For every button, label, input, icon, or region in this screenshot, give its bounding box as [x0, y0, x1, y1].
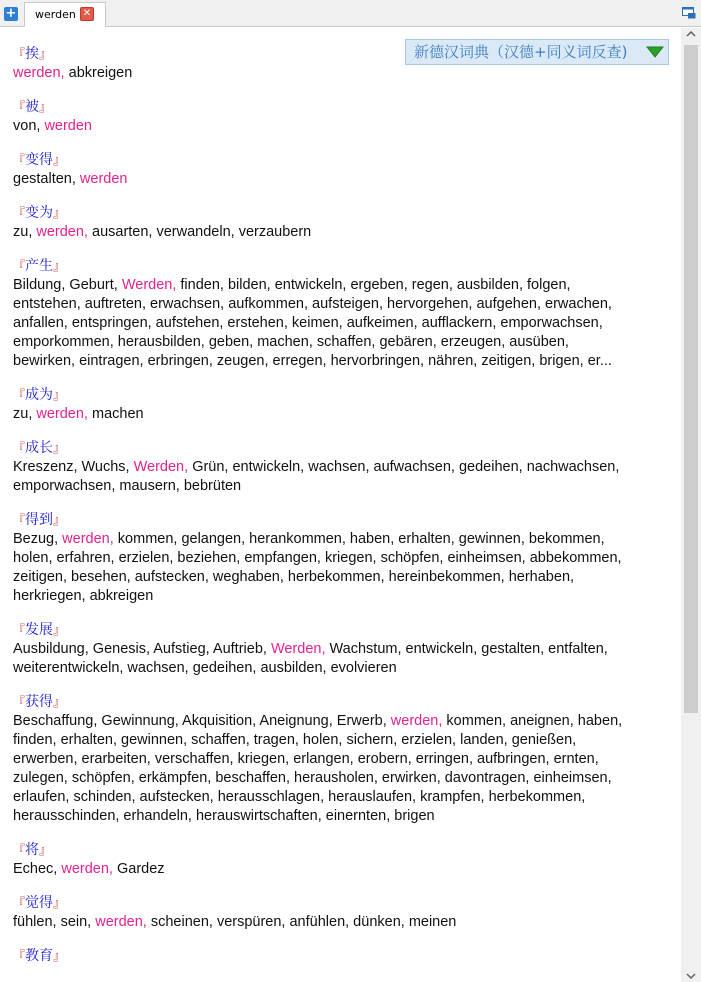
headword-text: 得到: [25, 512, 54, 528]
bracket-close: 』: [53, 513, 66, 527]
entry-synonyms: [13, 712, 673, 826]
window-switch-icon[interactable]: [682, 7, 696, 19]
entry-synonyms: [13, 913, 673, 932]
headword-text: 觉得: [25, 895, 54, 911]
entry-headword[interactable]: [13, 98, 673, 117]
headword-text: 被: [25, 99, 40, 115]
synonym-text: abkreigen: [68, 65, 133, 81]
entry-headword[interactable]: [13, 841, 673, 860]
query-match: werden: [44, 118, 92, 134]
entry-synonyms: [13, 117, 673, 136]
dictionary-entry: [13, 621, 673, 678]
headword-text: 成为: [25, 387, 54, 403]
tab-bar: [0, 0, 701, 27]
headword-text: 成长: [25, 440, 54, 456]
dictionary-entry: [13, 98, 673, 136]
query-match: werden,: [95, 914, 151, 930]
dictionary-entry: [13, 693, 673, 826]
entry-headword[interactable]: [13, 386, 673, 405]
bracket-close: 』: [53, 896, 66, 910]
synonym-text: fühlen, sein,: [13, 914, 96, 930]
query-match: werden,: [390, 713, 447, 729]
synonym-text: Ausbildung, Genesis, Aufstieg, Auftrieb,: [13, 641, 271, 657]
entry-list: [13, 45, 673, 981]
entry-headword[interactable]: [13, 894, 673, 913]
bracket-close: 』: [53, 949, 66, 963]
tab-werden[interactable]: [24, 2, 106, 27]
dictionary-entry: [13, 151, 673, 189]
headword-text: 变为: [25, 205, 54, 221]
entry-synonyms: [13, 223, 673, 242]
entry-synonyms: [13, 530, 673, 606]
bracket-close: 』: [39, 47, 52, 61]
entry-headword[interactable]: [13, 621, 673, 640]
bracket-open: 『: [13, 388, 26, 402]
entry-headword[interactable]: [13, 439, 673, 458]
bracket-close: 』: [53, 441, 66, 455]
headword-text: 变得: [25, 152, 54, 168]
bracket-open: 『: [13, 695, 26, 709]
synonym-text: scheinen, verspüren, anfühlen, dünken, meinen: [150, 914, 457, 930]
synonym-text: zu,: [13, 224, 37, 240]
bracket-open: 『: [13, 441, 26, 455]
bracket-open: 『: [13, 949, 26, 963]
synonym-text: Grün, entwickeln, wachsen, aufwachsen, gedeihen, nachwachsen, emporwachsen, mausern, bebrüten: [13, 459, 620, 494]
entry-headword[interactable]: [13, 151, 673, 170]
entry-headword[interactable]: [13, 511, 673, 530]
bracket-close: 』: [53, 259, 66, 273]
scrollbar-thumb[interactable]: [684, 45, 698, 713]
synonym-text: ausarten, verwandeln, verzaubern: [92, 224, 312, 240]
headword-text: 获得: [25, 694, 54, 710]
query-match: werden,: [62, 531, 118, 547]
bracket-close: 』: [53, 153, 66, 167]
synonym-text: Bildung, Geburt,: [13, 277, 122, 293]
new-tab-button[interactable]: +: [5, 6, 17, 21]
synonym-text: Bezug,: [13, 531, 63, 547]
headword-text: 教育: [25, 948, 54, 964]
headword-text: 将: [25, 842, 40, 858]
synonym-text: Gardez: [116, 861, 165, 877]
synonym-text: Wachstum, entwickeln, gestalten, entfalten, weiterentwickeln, wachsen, gedeihen, ausbilden, evolvieren: [13, 641, 608, 676]
dictionary-entry: [13, 439, 673, 496]
bracket-open: 『: [13, 100, 26, 114]
query-match: werden,: [61, 861, 117, 877]
vertical-scrollbar[interactable]: [681, 28, 701, 982]
entry-headword[interactable]: [13, 45, 673, 64]
query-match: werden: [79, 171, 128, 187]
dictionary-name: 新德汉词典（汉德+同义词反查): [414, 43, 628, 61]
bracket-close: 』: [53, 695, 66, 709]
headword-text: 产生: [25, 258, 54, 274]
tab-label: werden: [35, 8, 76, 21]
bracket-open: 『: [13, 47, 26, 61]
bracket-open: 『: [13, 259, 26, 273]
entry-headword[interactable]: [13, 204, 673, 223]
query-match: werden,: [36, 224, 92, 240]
tab-close-icon[interactable]: ✕: [80, 7, 94, 21]
scroll-down-icon[interactable]: [686, 973, 696, 979]
entry-headword[interactable]: [13, 693, 673, 712]
bracket-close: 』: [39, 100, 52, 114]
query-match: Werden,: [270, 641, 330, 657]
synonym-text: Kreszenz, Wuchs,: [13, 459, 134, 475]
dictionary-entry: [13, 947, 673, 966]
synonym-text: kommen, gelangen, herankommen, haben, erhalten, gewinnen, bekommen, holen, erfahren, erzielen, beziehen, empfangen, kriegen, schöpfen, einheimsen, abbekommen, zeitigen, besehen, aufstecken, weghaben, herbekommen, hereinbekommen, herhaben, herkriegen, abkreigen: [13, 531, 622, 604]
dictionary-entry: [13, 511, 673, 606]
synonym-text: finden, bilden, entwickeln, ergeben, regen, ausbilden, folgen, entstehen, auftreten, erwachsen, aufkommen, aufsteigen, hervorgehen, aufgehen, erwachen, anfallen, entspringen, aufstehen, erstehen, keimen, aufkeimen, aufflackern, emporwachsen, emporkommen, herausbilden, geben, machen, schaffen, gebären, erzeugen, ausüben, bewirken, eintragen, erbringen, zeugen, erregen, hervorbringen, nähren, zeitigen, brigen, er...: [13, 277, 612, 369]
entry-headword[interactable]: [13, 257, 673, 276]
bracket-close: 』: [53, 388, 66, 402]
synonym-text: kommen, aneignen, haben, finden, erhalten, gewinnen, schaffen, tragen, holen, sichern, erzielen, landen, genießen, erwerben, erarbeiten, verschaffen, kriegen, erlangen, erobern, erringen, aufbringen, ernten, zulegen, schöpfen, erkämpfen, beschaffen, herausholen, erwirken, davontragen, einheimsen, erlaufen, schinden, aufstecken, herausschlagen, herauslaufen, krampfen, herbekommen, herausschinden, erhandeln, herauswirtschaften, einernten, brigen: [13, 713, 623, 824]
bracket-open: 『: [13, 206, 26, 220]
query-match: werden,: [13, 65, 69, 81]
bracket-open: 『: [13, 513, 26, 527]
synonym-text: von,: [13, 118, 45, 134]
query-match: Werden,: [121, 277, 181, 293]
synonym-text: Beschaffung, Gewinnung, Akquisition, Aneignung, Erwerb,: [13, 713, 391, 729]
entry-synonyms: [13, 640, 673, 678]
entry-synonyms: [13, 170, 673, 189]
dictionary-entry: [13, 386, 673, 424]
dictionary-entry: [13, 894, 673, 932]
bracket-close: 』: [39, 843, 52, 857]
bracket-close: 』: [53, 623, 66, 637]
synonym-text: Echec,: [13, 861, 62, 877]
synonym-text: machen: [92, 406, 144, 422]
dictionary-entry: [13, 204, 673, 242]
bracket-open: 『: [13, 843, 26, 857]
query-match: Werden,: [133, 459, 193, 475]
entry-synonyms: [13, 64, 673, 83]
scroll-up-icon[interactable]: [686, 31, 696, 37]
synonym-text: zu,: [13, 406, 37, 422]
entry-synonyms: [13, 860, 673, 879]
entry-headword[interactable]: [13, 947, 673, 966]
entry-synonyms: [13, 405, 673, 424]
query-match: werden,: [36, 406, 92, 422]
bracket-open: 『: [13, 623, 26, 637]
dictionary-entry: [13, 257, 673, 371]
headword-text: 挨: [25, 46, 40, 62]
bracket-open: 『: [13, 896, 26, 910]
entry-synonyms: [13, 458, 673, 496]
entry-synonyms: [13, 276, 673, 371]
headword-text: 发展: [25, 622, 54, 638]
dictionary-entry: [13, 45, 673, 83]
bracket-close: 』: [53, 206, 66, 220]
bracket-open: 『: [13, 153, 26, 167]
dictionary-entry: [13, 841, 673, 879]
synonym-text: gestalten,: [13, 171, 80, 187]
dictionary-content: [0, 28, 681, 982]
